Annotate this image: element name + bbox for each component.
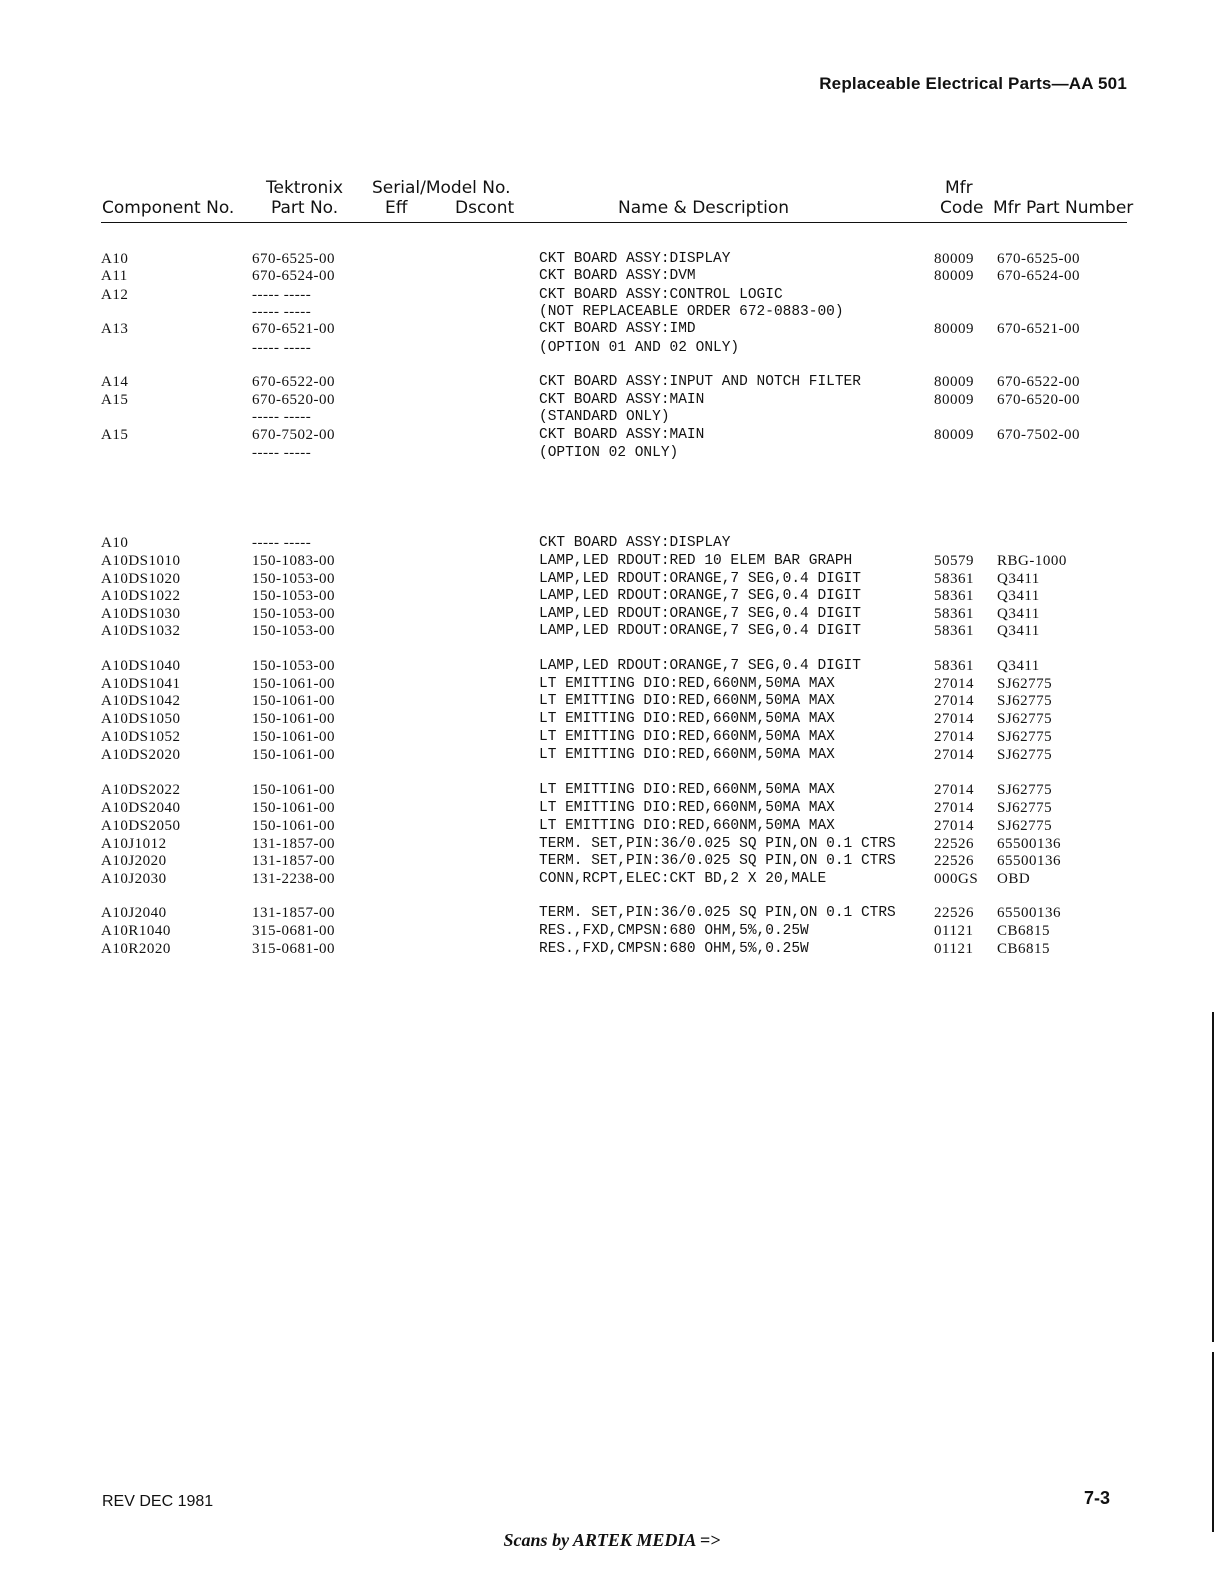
component-no: A15 bbox=[101, 392, 129, 408]
mfr-part-number: SJ62775 bbox=[997, 782, 1053, 798]
mfr-code: 58361 bbox=[934, 658, 974, 674]
name-description: CKT BOARD ASSY:MAIN bbox=[539, 392, 705, 408]
component-no: A10 bbox=[101, 251, 129, 267]
mfr-code: 50579 bbox=[934, 553, 974, 569]
part-no: 150-1053-00 bbox=[252, 571, 335, 587]
mfr-code: 27014 bbox=[934, 711, 974, 727]
part-no: 131-2238-00 bbox=[252, 871, 335, 887]
part-no: 670-6525-00 bbox=[252, 251, 335, 267]
table-row bbox=[0, 675, 1224, 693]
table-row bbox=[0, 799, 1224, 817]
mfr-code: 01121 bbox=[934, 923, 974, 939]
header-code: Code bbox=[940, 198, 984, 218]
table-row bbox=[0, 570, 1224, 588]
component-no: A10J1012 bbox=[101, 836, 167, 852]
header-tektronix: Tektronix bbox=[266, 178, 344, 198]
header-mfr: Mfr bbox=[945, 178, 973, 198]
component-no: A15 bbox=[101, 427, 129, 443]
mfr-code: 80009 bbox=[934, 427, 974, 443]
name-description: LAMP,LED RDOUT:RED 10 ELEM BAR GRAPH bbox=[539, 553, 853, 569]
part-no: 150-1061-00 bbox=[252, 676, 335, 692]
component-no: A11 bbox=[101, 268, 128, 284]
table-row bbox=[0, 391, 1224, 409]
component-no: A10J2020 bbox=[101, 853, 167, 869]
part-no: 150-1061-00 bbox=[252, 818, 335, 834]
mfr-part-number: 65500136 bbox=[997, 853, 1061, 869]
table-row bbox=[0, 817, 1224, 835]
mfr-part-number: Q3411 bbox=[997, 606, 1040, 622]
header-eff: Eff bbox=[385, 198, 408, 218]
table-row bbox=[0, 746, 1224, 764]
part-no: 670-7502-00 bbox=[252, 427, 335, 443]
mfr-part-number: SJ62775 bbox=[997, 729, 1053, 745]
table-row bbox=[0, 444, 1224, 462]
name-description: LT EMITTING DIO:RED,660NM,50MA MAX bbox=[539, 800, 835, 816]
component-no: A10DS1040 bbox=[101, 658, 181, 674]
mfr-part-number: CB6815 bbox=[997, 941, 1051, 957]
part-no: 150-1061-00 bbox=[252, 729, 335, 745]
name-description: CKT BOARD ASSY:DVM bbox=[539, 268, 696, 284]
page-number: 7-3 bbox=[1083, 1488, 1110, 1508]
scan-credit: Scans by ARTEK MEDIA => bbox=[503, 1530, 721, 1550]
name-description: LT EMITTING DIO:RED,660NM,50MA MAX bbox=[539, 729, 835, 745]
mfr-part-number: SJ62775 bbox=[997, 711, 1053, 727]
mfr-code: 22526 bbox=[934, 905, 974, 921]
name-description: TERM. SET,PIN:36/0.025 SQ PIN,ON 0.1 CTRS bbox=[539, 853, 896, 869]
mfr-part-number: 670-6521-00 bbox=[997, 321, 1080, 337]
part-no: 670-6521-00 bbox=[252, 321, 335, 337]
table-row bbox=[0, 267, 1224, 285]
mfr-code: 27014 bbox=[934, 782, 974, 798]
mfr-code: 27014 bbox=[934, 800, 974, 816]
name-description: CKT BOARD ASSY:IMD bbox=[539, 321, 696, 337]
mfr-part-number: SJ62775 bbox=[997, 818, 1053, 834]
table-row bbox=[0, 710, 1224, 728]
table-row bbox=[0, 781, 1224, 799]
mfr-part-number: CB6815 bbox=[997, 923, 1051, 939]
component-no: A10DS1050 bbox=[101, 711, 181, 727]
component-no: A12 bbox=[101, 287, 129, 303]
part-no: ----- ----- bbox=[252, 445, 312, 461]
table-row bbox=[0, 657, 1224, 675]
name-description: LAMP,LED RDOUT:ORANGE,7 SEG,0.4 DIGIT bbox=[539, 571, 861, 587]
header-mfr-part-number: Mfr Part Number bbox=[993, 198, 1134, 218]
header-component-no: Component No. bbox=[102, 198, 235, 218]
table-row bbox=[0, 286, 1224, 304]
component-no: A10DS2050 bbox=[101, 818, 181, 834]
name-description: CKT BOARD ASSY:DISPLAY bbox=[539, 251, 731, 267]
part-no: 150-1053-00 bbox=[252, 623, 335, 639]
mfr-part-number: 670-7502-00 bbox=[997, 427, 1080, 443]
name-description: CKT BOARD ASSY:CONTROL LOGIC bbox=[539, 287, 783, 303]
mfr-part-number: 670-6520-00 bbox=[997, 392, 1080, 408]
mfr-code: 80009 bbox=[934, 251, 974, 267]
mfr-part-number: SJ62775 bbox=[997, 693, 1053, 709]
header-name-description: Name & Description bbox=[618, 198, 790, 218]
part-no: 131-1857-00 bbox=[252, 836, 335, 852]
name-description: LT EMITTING DIO:RED,660NM,50MA MAX bbox=[539, 711, 835, 727]
mfr-code: 27014 bbox=[934, 747, 974, 763]
table-row bbox=[0, 339, 1224, 357]
part-no: 131-1857-00 bbox=[252, 853, 335, 869]
table-row bbox=[0, 728, 1224, 746]
component-no: A10DS1041 bbox=[101, 676, 181, 692]
name-description: LT EMITTING DIO:RED,660NM,50MA MAX bbox=[539, 782, 835, 798]
name-description: CKT BOARD ASSY:INPUT AND NOTCH FILTER bbox=[539, 374, 861, 390]
name-description: LT EMITTING DIO:RED,660NM,50MA MAX bbox=[539, 747, 835, 763]
name-description: CONN,RCPT,ELEC:CKT BD,2 X 20,MALE bbox=[539, 871, 827, 887]
table-row bbox=[0, 922, 1224, 940]
mfr-part-number: Q3411 bbox=[997, 623, 1040, 639]
table-row bbox=[0, 250, 1224, 268]
header-dscont: Dscont bbox=[455, 198, 515, 218]
table-row bbox=[0, 320, 1224, 338]
table-row bbox=[0, 408, 1224, 426]
part-no: 131-1857-00 bbox=[252, 905, 335, 921]
name-description: LAMP,LED RDOUT:ORANGE,7 SEG,0.4 DIGIT bbox=[539, 623, 861, 639]
table-row bbox=[0, 605, 1224, 623]
mfr-part-number: Q3411 bbox=[997, 571, 1040, 587]
part-no: 315-0681-00 bbox=[252, 923, 335, 939]
component-no: A14 bbox=[101, 374, 129, 390]
mfr-code: 01121 bbox=[934, 941, 974, 957]
component-no: A10R1040 bbox=[101, 923, 171, 939]
table-row bbox=[0, 904, 1224, 922]
part-no: 150-1053-00 bbox=[252, 658, 335, 674]
part-no: ----- ----- bbox=[252, 287, 312, 303]
part-no: ----- ----- bbox=[252, 409, 312, 425]
mfr-part-number: SJ62775 bbox=[997, 676, 1053, 692]
table-row bbox=[0, 870, 1224, 888]
mfr-part-number: 670-6522-00 bbox=[997, 374, 1080, 390]
table-row bbox=[0, 940, 1224, 958]
mfr-code: 27014 bbox=[934, 693, 974, 709]
component-no: A10DS1020 bbox=[101, 571, 181, 587]
mfr-code: 000GS bbox=[934, 871, 979, 887]
component-no: A10DS1030 bbox=[101, 606, 181, 622]
mfr-code: 27014 bbox=[934, 676, 974, 692]
component-no: A13 bbox=[101, 321, 129, 337]
component-no: A10DS2022 bbox=[101, 782, 181, 798]
scan-edge-mark bbox=[1212, 1012, 1214, 1342]
name-description: LT EMITTING DIO:RED,660NM,50MA MAX bbox=[539, 818, 835, 834]
table-row bbox=[0, 622, 1224, 640]
table-row bbox=[0, 552, 1224, 570]
part-no: 670-6520-00 bbox=[252, 392, 335, 408]
component-no: A10J2030 bbox=[101, 871, 167, 887]
name-description: LT EMITTING DIO:RED,660NM,50MA MAX bbox=[539, 693, 835, 709]
mfr-part-number: RBG-1000 bbox=[997, 553, 1067, 569]
mfr-part-number: 65500136 bbox=[997, 836, 1061, 852]
component-no: A10DS1022 bbox=[101, 588, 181, 604]
name-description: LT EMITTING DIO:RED,660NM,50MA MAX bbox=[539, 676, 835, 692]
table-row bbox=[0, 426, 1224, 444]
component-no: A10DS2040 bbox=[101, 800, 181, 816]
header-part-no: Part No. bbox=[271, 198, 339, 218]
page-header-title: Replaceable Electrical Parts—AA 501 bbox=[819, 74, 1127, 93]
mfr-part-number: Q3411 bbox=[997, 658, 1040, 674]
mfr-code: 80009 bbox=[934, 268, 974, 284]
mfr-part-number: SJ62775 bbox=[997, 747, 1053, 763]
name-description: LAMP,LED RDOUT:ORANGE,7 SEG,0.4 DIGIT bbox=[539, 588, 861, 604]
part-no: 150-1053-00 bbox=[252, 606, 335, 622]
name-description: RES.,FXD,CMPSN:680 OHM,5%,0.25W bbox=[539, 941, 809, 957]
part-no: 670-6524-00 bbox=[252, 268, 335, 284]
table-row bbox=[0, 303, 1224, 321]
name-description: (OPTION 02 ONLY) bbox=[539, 445, 679, 461]
mfr-code: 22526 bbox=[934, 853, 974, 869]
part-no: 150-1061-00 bbox=[252, 693, 335, 709]
mfr-part-number: 670-6524-00 bbox=[997, 268, 1080, 284]
table-row bbox=[0, 852, 1224, 870]
component-no: A10DS1010 bbox=[101, 553, 181, 569]
table-row bbox=[0, 835, 1224, 853]
name-description: (STANDARD ONLY) bbox=[539, 409, 670, 425]
name-description: LAMP,LED RDOUT:ORANGE,7 SEG,0.4 DIGIT bbox=[539, 658, 861, 674]
mfr-code: 58361 bbox=[934, 571, 974, 587]
name-description: (NOT REPLACEABLE ORDER 672-0883-00) bbox=[539, 304, 844, 320]
mfr-code: 27014 bbox=[934, 729, 974, 745]
name-description: RES.,FXD,CMPSN:680 OHM,5%,0.25W bbox=[539, 923, 809, 939]
component-no: A10DS1042 bbox=[101, 693, 181, 709]
component-no: A10DS1032 bbox=[101, 623, 181, 639]
name-description: CKT BOARD ASSY:MAIN bbox=[539, 427, 705, 443]
part-no: 670-6522-00 bbox=[252, 374, 335, 390]
part-no: ----- ----- bbox=[252, 304, 312, 320]
scan-edge-mark-lower bbox=[1212, 1352, 1214, 1532]
header-serial-model-no: Serial/Model No. bbox=[372, 178, 511, 198]
name-description: LAMP,LED RDOUT:ORANGE,7 SEG,0.4 DIGIT bbox=[539, 606, 861, 622]
name-description: TERM. SET,PIN:36/0.025 SQ PIN,ON 0.1 CTRS bbox=[539, 836, 896, 852]
table-row bbox=[0, 692, 1224, 710]
table-row bbox=[0, 534, 1224, 552]
mfr-code: 80009 bbox=[934, 392, 974, 408]
part-no: 150-1053-00 bbox=[252, 588, 335, 604]
name-description: TERM. SET,PIN:36/0.025 SQ PIN,ON 0.1 CTRS bbox=[539, 905, 896, 921]
mfr-code: 27014 bbox=[934, 818, 974, 834]
table-row bbox=[0, 373, 1224, 391]
mfr-part-number: 670-6525-00 bbox=[997, 251, 1080, 267]
name-description: CKT BOARD ASSY:DISPLAY bbox=[539, 535, 731, 551]
revision-date: REV DEC 1981 bbox=[102, 1493, 214, 1510]
part-no: 315-0681-00 bbox=[252, 941, 335, 957]
mfr-code: 80009 bbox=[934, 321, 974, 337]
mfr-code: 58361 bbox=[934, 606, 974, 622]
name-description: (OPTION 01 AND 02 ONLY) bbox=[539, 340, 740, 356]
table-row bbox=[0, 587, 1224, 605]
part-no: 150-1061-00 bbox=[252, 711, 335, 727]
mfr-part-number: Q3411 bbox=[997, 588, 1040, 604]
mfr-code: 22526 bbox=[934, 836, 974, 852]
part-no: ----- ----- bbox=[252, 340, 312, 356]
mfr-part-number: 65500136 bbox=[997, 905, 1061, 921]
mfr-code: 58361 bbox=[934, 623, 974, 639]
mfr-code: 58361 bbox=[934, 588, 974, 604]
component-no: A10J2040 bbox=[101, 905, 167, 921]
mfr-part-number: SJ62775 bbox=[997, 800, 1053, 816]
mfr-part-number: OBD bbox=[997, 871, 1031, 887]
component-no: A10 bbox=[101, 535, 129, 551]
part-no: 150-1061-00 bbox=[252, 782, 335, 798]
part-no: ----- ----- bbox=[252, 535, 312, 551]
part-no: 150-1061-00 bbox=[252, 800, 335, 816]
component-no: A10DS1052 bbox=[101, 729, 181, 745]
mfr-code: 80009 bbox=[934, 374, 974, 390]
part-no: 150-1061-00 bbox=[252, 747, 335, 763]
part-no: 150-1083-00 bbox=[252, 553, 335, 569]
component-no: A10DS2020 bbox=[101, 747, 181, 763]
component-no: A10R2020 bbox=[101, 941, 171, 957]
